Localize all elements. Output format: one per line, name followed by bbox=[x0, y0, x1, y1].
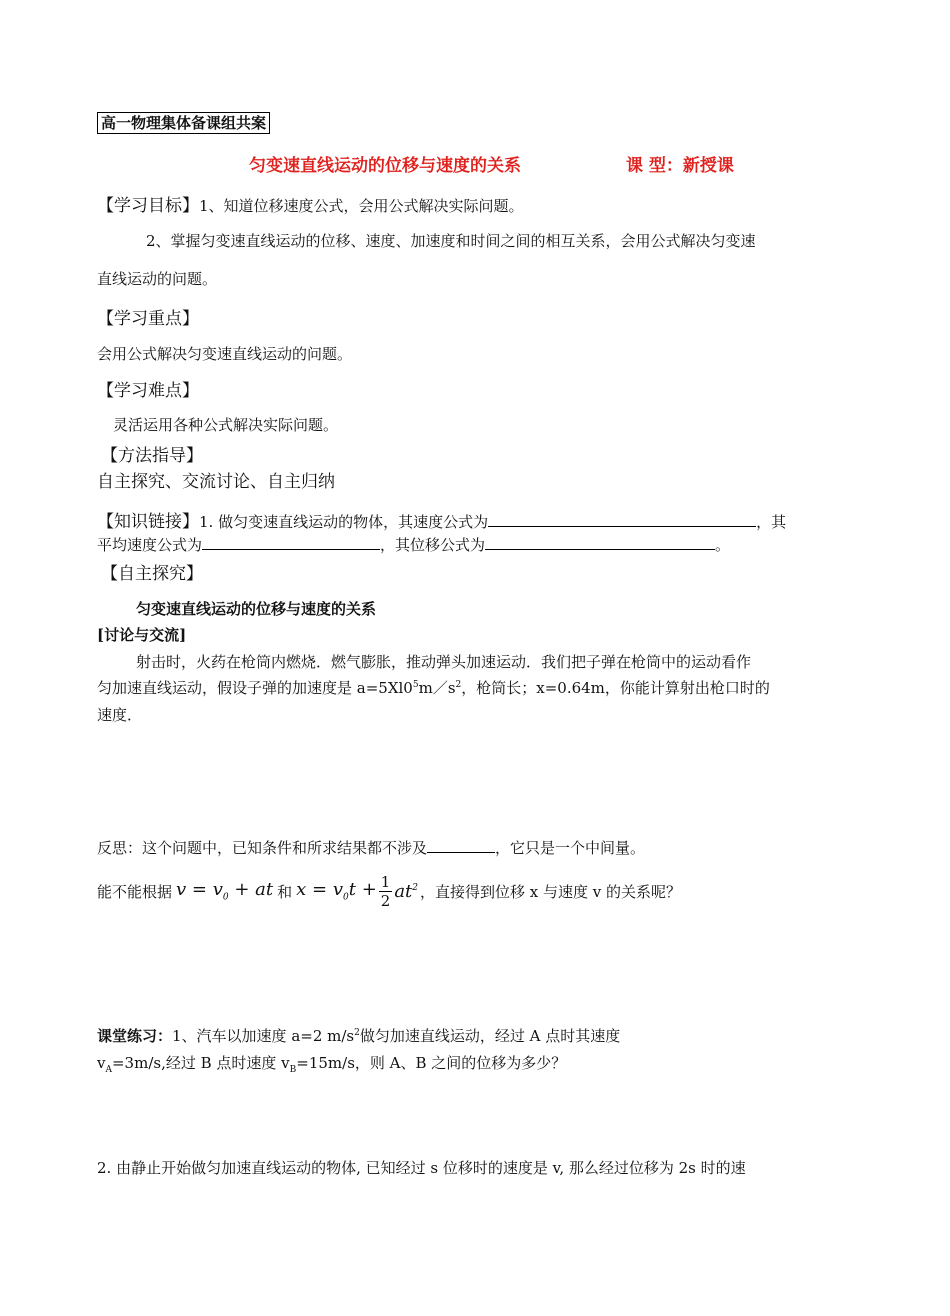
course-type: 课 型：新授课 bbox=[626, 156, 734, 176]
equation-displacement: $x = v_0t$ + bbox=[296, 879, 377, 903]
practice-label: 课堂练习： bbox=[97, 1027, 173, 1045]
explore-para-line3: 速度． bbox=[97, 706, 143, 724]
displacement-formula-blank[interactable] bbox=[485, 535, 715, 550]
learning-goals bbox=[97, 191, 524, 216]
knowledge-link-line2: 平均速度公式为 ，其位移公式为 。 bbox=[97, 536, 731, 554]
difficulties-text: 灵活运用各种公式解决实际问题。 bbox=[113, 416, 339, 434]
key-points-text: 会用公式解决匀变速直线运动的问题。 bbox=[97, 345, 353, 363]
reflection-line1: 反思：这个问题中，已知条件和所求结果都不涉及 ，它只是一个中间量。 bbox=[97, 839, 646, 857]
practice-q2-line1: 2. 由静止开始做匀加速直线运动的物体, 已知经过 s 位移时的速度是 v, 那么经过位移为 2s 时的速 bbox=[97, 1159, 746, 1177]
explore-subtitle: 匀变速直线运动的位移与速度的关系 bbox=[136, 600, 377, 618]
header-box-title: 高一物理集体备课组共案 bbox=[97, 112, 270, 134]
fraction-one-half: $\frac{1}{2}$ bbox=[380, 872, 391, 910]
key-points-label: 【学习重点】 bbox=[97, 309, 199, 329]
practice-q1-line1: 课堂练习：1、汽车以加速度 a=2 $m/s^2$做匀加速直线运动，经过 A 点时其速度 bbox=[97, 1027, 621, 1045]
equation-velocity: $v = v_0$ + at bbox=[176, 879, 274, 903]
difficulties-label: 【学习难点】 bbox=[97, 381, 199, 401]
goals-item1: 1、知道位移速度公式，会用公式解决实际问题。 bbox=[199, 197, 524, 215]
intermediate-quantity-blank[interactable] bbox=[427, 838, 495, 853]
knowledge-link-label: 【知识链接】 bbox=[97, 512, 199, 532]
average-velocity-blank[interactable] bbox=[202, 535, 380, 550]
lesson-title: 匀变速直线运动的位移与速度的关系 bbox=[249, 156, 521, 176]
goals-item2-line1: 2、掌握匀变速直线运动的位移、速度、加速度和时间之间的相互关系，会用公式解决匀变速 bbox=[146, 232, 756, 250]
goals-label: 【学习目标】 bbox=[97, 196, 199, 216]
method-label: 【方法指导】 bbox=[101, 446, 203, 466]
explore-label: 【自主探究】 bbox=[101, 564, 203, 584]
goals-item2-line2: 直线运动的问题。 bbox=[97, 270, 218, 288]
reflection-line2: 能不能根据 $v = v_0$ + at 和 $x = v_0t$ + $\frac{1}{2}$ $at^2$ ，直接得到位移 x 与速度 v 的关系呢？ bbox=[97, 872, 682, 910]
velocity-formula-blank[interactable] bbox=[488, 512, 756, 527]
discussion-label: [讨论与交流] bbox=[97, 626, 187, 644]
practice-q1-line2: $v_A=3m/s$,经过 B 点时速度 $v_B=15m/s$，则 A、B 之间的位移为多少？ bbox=[97, 1054, 567, 1075]
knowledge-link-line1: 【知识链接】1. 做匀变速直线运动的物体，其速度公式为 ，其 bbox=[97, 512, 787, 532]
method-text: 自主探究、交流讨论、自主归纳 bbox=[97, 472, 335, 492]
explore-para-line2: 匀加速直线运动，假设子弹的加速度是 $a=5Xl0^5m/s^2$，枪筒长；x=0.64m，你能计算射出枪口时的 bbox=[97, 679, 770, 697]
explore-para-line1: 射击时，火药在枪筒内燃烧．燃气膨胀，推动弹头加速运动．我们把子弹在枪筒中的运动看作 bbox=[136, 653, 752, 671]
